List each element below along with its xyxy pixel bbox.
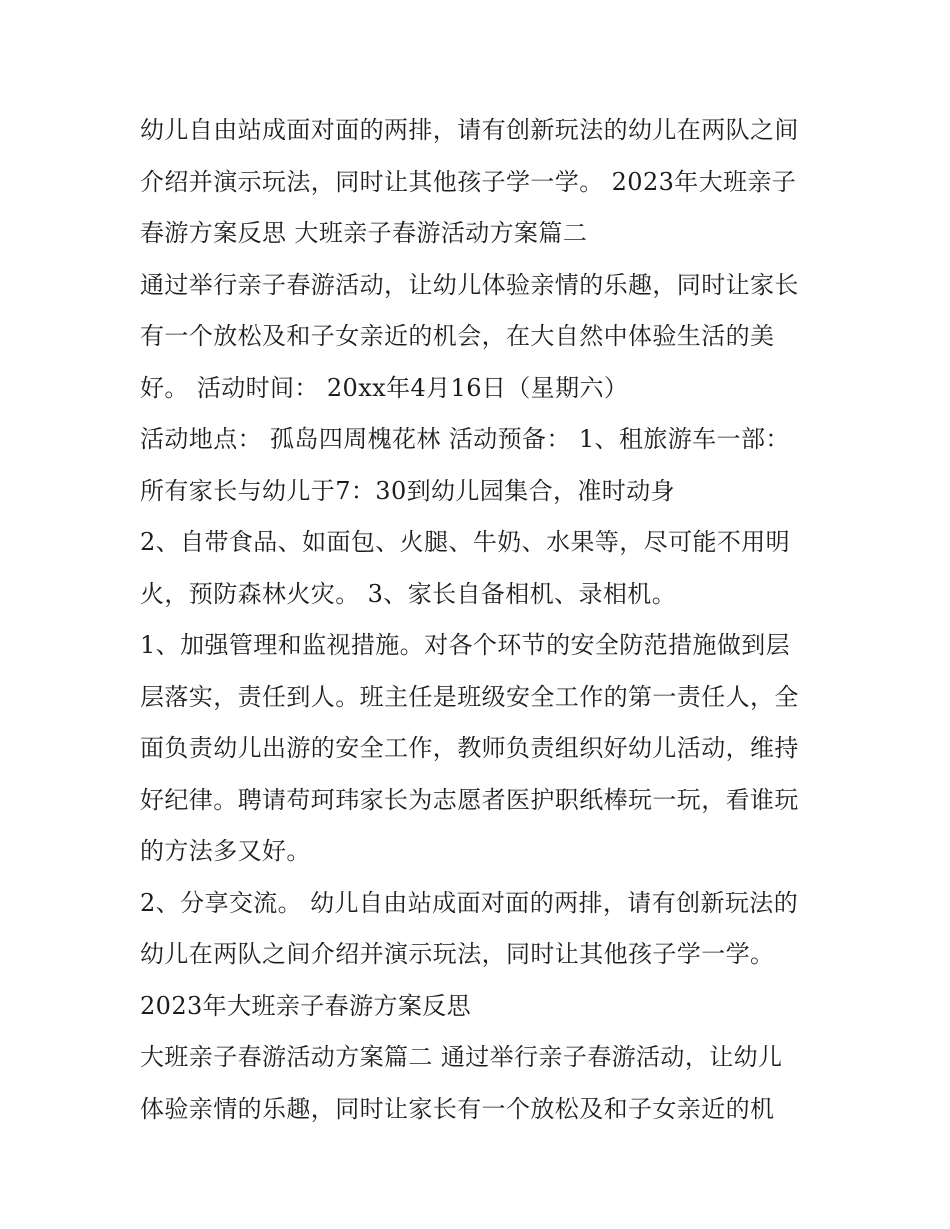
text-line: 1、加强管理和监视措施。对各个环节的安全防范措施做到层 bbox=[140, 631, 791, 659]
text-line: 2、分享交流。 幼儿自由站成面对面的两排，请有创新玩法的 bbox=[140, 888, 799, 917]
text-line: 幼儿自由站成面对面的两排，请有创新玩法的幼儿在两队之间 bbox=[140, 116, 799, 144]
text-line: 2、自带食品、如面包、火腿、牛奶、水果等，尽可能不用明 bbox=[140, 528, 791, 556]
text-line: 层落实，责任到人。班主任是班级安全工作的第一责任人，全 bbox=[140, 682, 799, 711]
text-line: 介绍并演示玩法，同时让其他孩子学一学。 2023年大班亲子 bbox=[140, 167, 797, 196]
text-line: 有一个放松及和子女亲近的机会，在大自然中体验生活的美 bbox=[140, 322, 775, 350]
text-line: 春游方案反思 大班亲子春游活动方案篇二 bbox=[140, 219, 588, 247]
text-line: 大班亲子春游活动方案篇二 通过举行亲子春游活动，让幼儿 bbox=[140, 1043, 783, 1071]
text-line: 体验亲情的乐趣，同时让家长有一个放松及和子女亲近的机 bbox=[140, 1094, 775, 1123]
text-line: 2023年大班亲子春游方案反思 bbox=[140, 991, 472, 1020]
text-line: 好纪律。聘请苟珂玮家长为志愿者医护职纸棒玩一玩，看谁玩 bbox=[140, 785, 799, 814]
document-body bbox=[140, 105, 830, 1135]
text-line: 通过举行亲子春游活动，让幼儿体验亲情的乐趣，同时让家长 bbox=[140, 270, 799, 299]
text-line: 好。 活动时间： 20xx年4月16日（星期六） bbox=[140, 373, 629, 402]
text-line: 活动地点： 孤岛四周槐花林 活动预备： 1、租旅游车一部： bbox=[140, 425, 790, 453]
text-line: 所有家长与幼儿于7：30到幼儿园集合，准时动身 bbox=[140, 476, 676, 505]
text-line: 幼儿在两队之间介绍并演示玩法，同时让其他孩子学一学。 bbox=[140, 940, 775, 968]
text-line: 的方法多又好。 bbox=[140, 837, 311, 865]
text-line: 火，预防森林火灾。 3、家长自备相机、录相机。 bbox=[140, 579, 677, 608]
text-line: 面负责幼儿出游的安全工作，教师负责组织好幼儿活动，维持 bbox=[140, 734, 799, 762]
